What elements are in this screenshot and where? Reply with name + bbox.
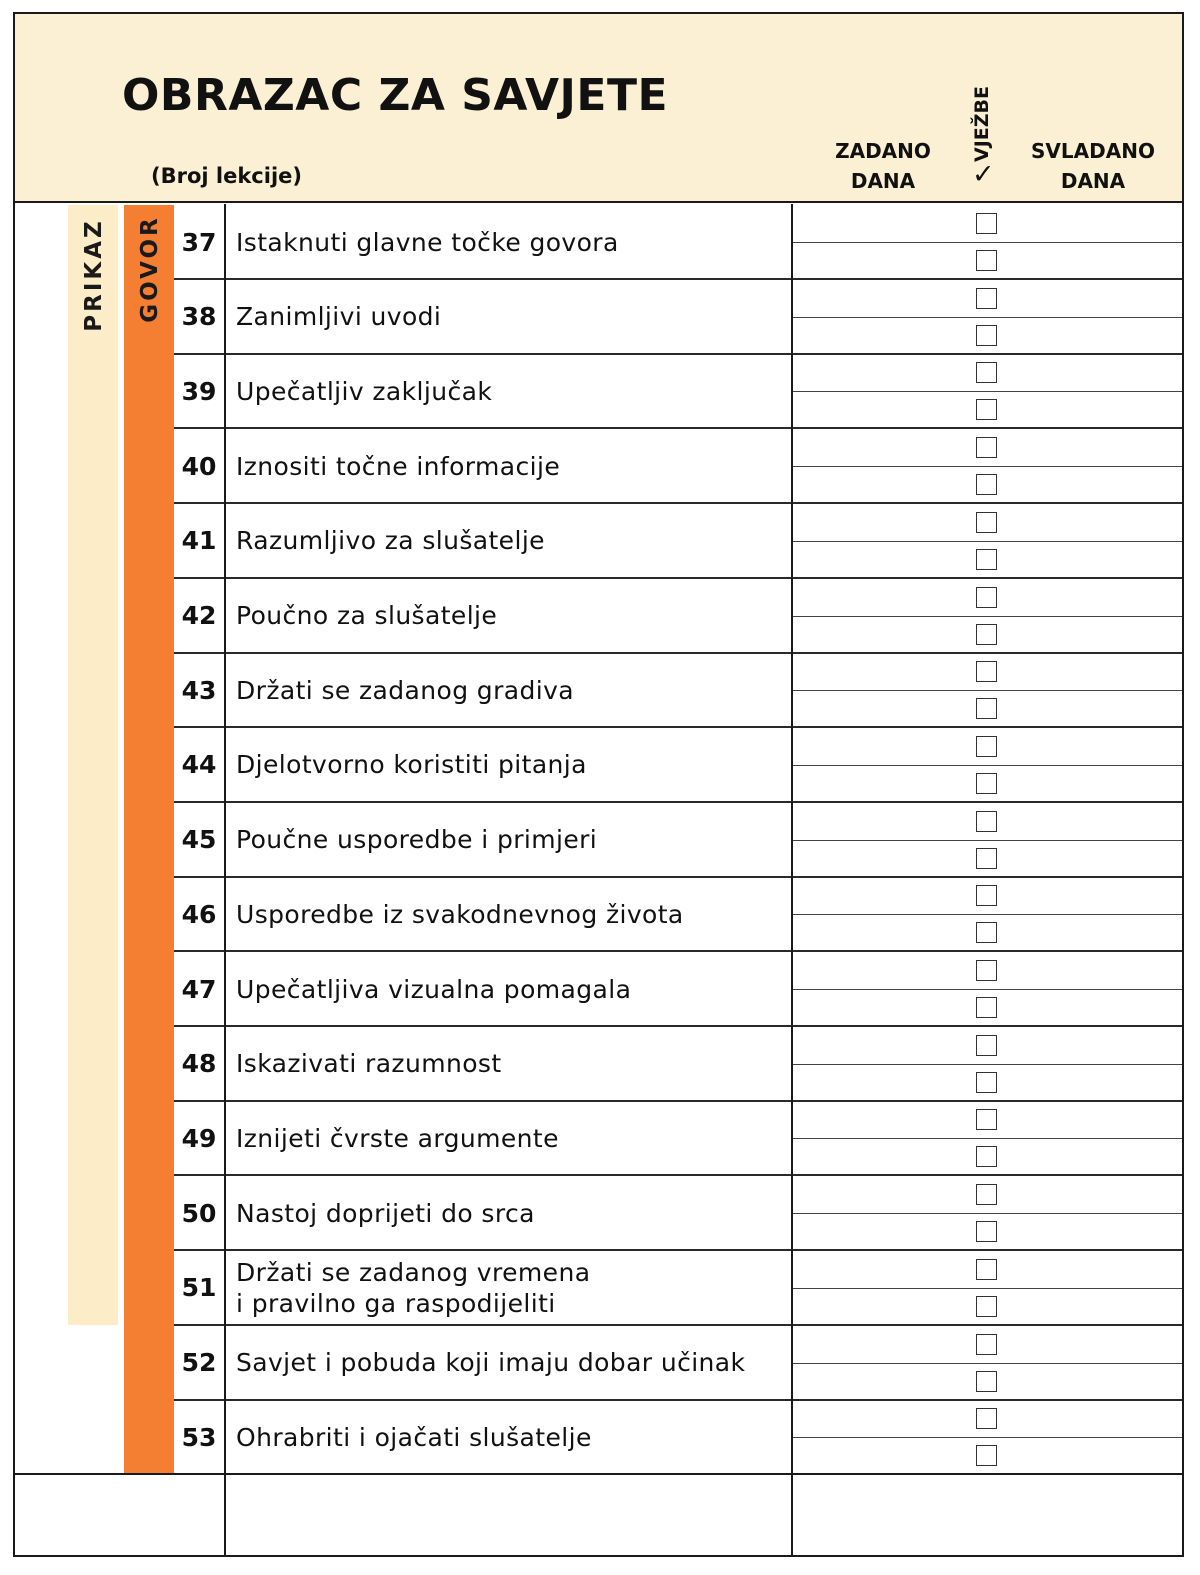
exercise-checkbox[interactable] <box>976 1035 997 1056</box>
exercise-checkbox[interactable] <box>976 1371 997 1392</box>
table-row <box>174 504 1182 579</box>
exercise-checkbox[interactable] <box>976 549 997 570</box>
table-row <box>174 952 1182 1027</box>
table-row <box>174 280 1182 355</box>
lesson-number-label: (Broj lekcije) <box>151 164 302 188</box>
exercise-checkbox[interactable] <box>976 399 997 420</box>
exercise-checkbox[interactable] <box>976 922 997 943</box>
divider-text-dates <box>791 204 793 1556</box>
exercise-header-label: VJEŽBE <box>971 86 993 162</box>
assigned-date-header-line1: ZADANO <box>835 139 931 163</box>
table-row <box>174 429 1182 504</box>
table-bottom-line <box>15 1473 1182 1475</box>
lesson-title-cell <box>236 653 786 727</box>
exercise-checkbox[interactable] <box>976 773 997 794</box>
completed-date-header-line2: DANA <box>1060 169 1126 193</box>
lesson-title: Držati se zadanog vremena i pravilno ga raspodijeliti <box>236 1257 591 1318</box>
lesson-title: Zanimljivi uvodi <box>236 302 442 332</box>
lesson-title-cell <box>236 952 786 1026</box>
table-row <box>174 1027 1182 1102</box>
row-date-divider <box>792 1213 1182 1214</box>
lesson-title-cell <box>236 504 786 578</box>
exercise-checkbox[interactable] <box>976 288 997 309</box>
exercise-checkbox[interactable] <box>976 512 997 533</box>
row-date-divider <box>792 1363 1182 1364</box>
lesson-title-cell <box>236 354 786 428</box>
row-date-divider <box>792 989 1182 990</box>
lesson-title: Ohrabriti i ojačati slušatelje <box>236 1422 592 1452</box>
row-date-divider <box>792 765 1182 766</box>
lesson-title-cell <box>236 205 786 279</box>
exercise-checkbox[interactable] <box>976 997 997 1018</box>
lesson-title: Iskazivati razumnost <box>236 1049 502 1079</box>
exercise-checkbox[interactable] <box>976 250 997 271</box>
exercise-checkbox[interactable] <box>976 1221 997 1242</box>
exercise-checkbox[interactable] <box>976 1259 997 1280</box>
table-row <box>174 653 1182 728</box>
lesson-number: 39 <box>181 376 217 406</box>
lesson-title: Poučne usporedbe i primjeri <box>236 825 598 855</box>
lesson-title: Usporedbe iz svakodnevnog života <box>236 899 684 929</box>
divider-number-text <box>224 204 226 1556</box>
row-date-divider <box>792 840 1182 841</box>
lesson-title: Iznositi točne informacije <box>236 451 561 481</box>
exercise-checkbox[interactable] <box>976 1408 997 1429</box>
row-date-divider <box>792 1288 1182 1289</box>
lesson-number: 44 <box>181 750 217 780</box>
exercise-checkbox[interactable] <box>976 736 997 757</box>
row-date-divider <box>792 616 1182 617</box>
category-label-govor: GOVOR <box>137 215 163 323</box>
lesson-number: 48 <box>181 1049 217 1079</box>
lesson-title-cell <box>236 1101 786 1175</box>
lesson-title-cell <box>236 429 786 503</box>
exercise-checkbox[interactable] <box>976 885 997 906</box>
lesson-title-cell <box>236 579 786 653</box>
lesson-number: 53 <box>181 1422 217 1452</box>
exercise-checkbox[interactable] <box>976 325 997 346</box>
row-date-divider <box>792 1437 1182 1438</box>
row-date-divider <box>792 391 1182 392</box>
page-title: OBRAZAC ZA SAVJETE <box>122 70 669 121</box>
table-row <box>174 1176 1182 1251</box>
row-date-divider <box>792 1064 1182 1065</box>
lesson-title-cell <box>236 1027 786 1101</box>
table-row <box>174 1251 1182 1326</box>
lesson-number: 45 <box>181 825 217 855</box>
exercise-checkbox[interactable] <box>976 362 997 383</box>
category-label-govor-svg <box>124 205 174 335</box>
lesson-title: Upečatljiv zaključak <box>236 376 493 406</box>
completed-date-header-line1: SVLADANO <box>1031 139 1155 163</box>
row-date-divider <box>792 690 1182 691</box>
lesson-number: 46 <box>181 899 217 929</box>
lesson-title-cell <box>236 1326 786 1400</box>
lesson-number: 50 <box>181 1198 217 1228</box>
table-row <box>174 1101 1182 1176</box>
table-row <box>174 728 1182 803</box>
exercise-checkbox[interactable] <box>976 848 997 869</box>
exercise-checkbox[interactable] <box>976 437 997 458</box>
lesson-title-cell <box>236 280 786 354</box>
category-band-govor <box>124 205 174 1475</box>
exercise-checkbox[interactable] <box>976 1072 997 1093</box>
completed-date-header <box>1023 136 1163 196</box>
exercise-checkbox[interactable] <box>976 1184 997 1205</box>
lesson-number: 40 <box>181 451 217 481</box>
table-row <box>174 877 1182 952</box>
lesson-number: 47 <box>181 974 217 1004</box>
table-row <box>174 1400 1182 1475</box>
table-row <box>174 803 1182 878</box>
row-date-divider <box>792 1138 1182 1139</box>
lesson-title: Istaknuti glavne točke govora <box>236 227 619 257</box>
category-band-prikaz <box>68 205 118 1325</box>
lesson-title-cell <box>236 803 786 877</box>
form-header <box>15 14 1182 203</box>
lesson-title-cell <box>236 877 786 951</box>
lesson-title-cell <box>236 1251 786 1325</box>
lesson-number: 43 <box>181 675 217 705</box>
lesson-title-cell <box>236 1176 786 1250</box>
lesson-number: 41 <box>181 526 217 556</box>
lesson-title: Nastoj doprijeti do srca <box>236 1198 535 1228</box>
exercise-checkbox[interactable] <box>976 213 997 234</box>
exercise-checkbox[interactable] <box>976 811 997 832</box>
row-date-divider <box>792 317 1182 318</box>
exercise-checkbox[interactable] <box>976 1109 997 1130</box>
exercise-checkbox[interactable] <box>976 698 997 719</box>
table-row <box>174 205 1182 280</box>
assigned-date-header-line2: DANA <box>850 169 916 193</box>
lesson-title: Djelotvorno koristiti pitanja <box>236 750 587 780</box>
lesson-number: 42 <box>181 601 217 630</box>
exercise-checkbox[interactable] <box>976 1296 997 1317</box>
lesson-number: 51 <box>181 1273 217 1303</box>
lesson-title: Držati se zadanog gradiva <box>236 675 575 705</box>
exercise-checkbox[interactable] <box>976 624 997 645</box>
row-date-divider <box>792 242 1182 243</box>
exercise-checkbox[interactable] <box>976 474 997 495</box>
exercise-checkbox[interactable] <box>976 661 997 682</box>
category-label-prikaz-svg <box>68 205 118 345</box>
lesson-number: 37 <box>181 227 217 257</box>
lesson-number: 38 <box>181 302 217 332</box>
row-date-divider <box>792 914 1182 915</box>
lesson-title-cell <box>236 1400 786 1474</box>
table-row <box>174 579 1182 654</box>
lesson-title: Poučno za slušatelje <box>236 601 498 630</box>
lesson-title: Savjet i pobuda koji imaju dobar učinak <box>236 1348 746 1377</box>
table-row <box>174 354 1182 429</box>
exercise-checkbox[interactable] <box>976 960 997 981</box>
table-row <box>174 1326 1182 1401</box>
check-mark-icon: ✓ <box>972 159 995 190</box>
exercise-checkbox[interactable] <box>976 1445 997 1466</box>
row-date-divider <box>792 466 1182 467</box>
lesson-table <box>174 205 1182 1475</box>
exercise-checkbox[interactable] <box>976 587 997 608</box>
row-date-divider <box>792 541 1182 542</box>
exercise-checkbox[interactable] <box>976 1146 997 1167</box>
lesson-title: Upečatljiva vizualna pomagala <box>236 974 632 1004</box>
lesson-title-cell <box>236 728 786 802</box>
category-label-prikaz: PRIKAZ <box>81 218 107 332</box>
lesson-title: Iznijeti čvrste argumente <box>236 1123 559 1153</box>
lesson-title: Razumljivo za slušatelje <box>236 526 545 556</box>
lesson-number: 49 <box>181 1123 217 1153</box>
exercise-checkbox[interactable] <box>976 1334 997 1355</box>
lesson-number: 52 <box>181 1348 217 1377</box>
assigned-date-header <box>819 136 947 196</box>
